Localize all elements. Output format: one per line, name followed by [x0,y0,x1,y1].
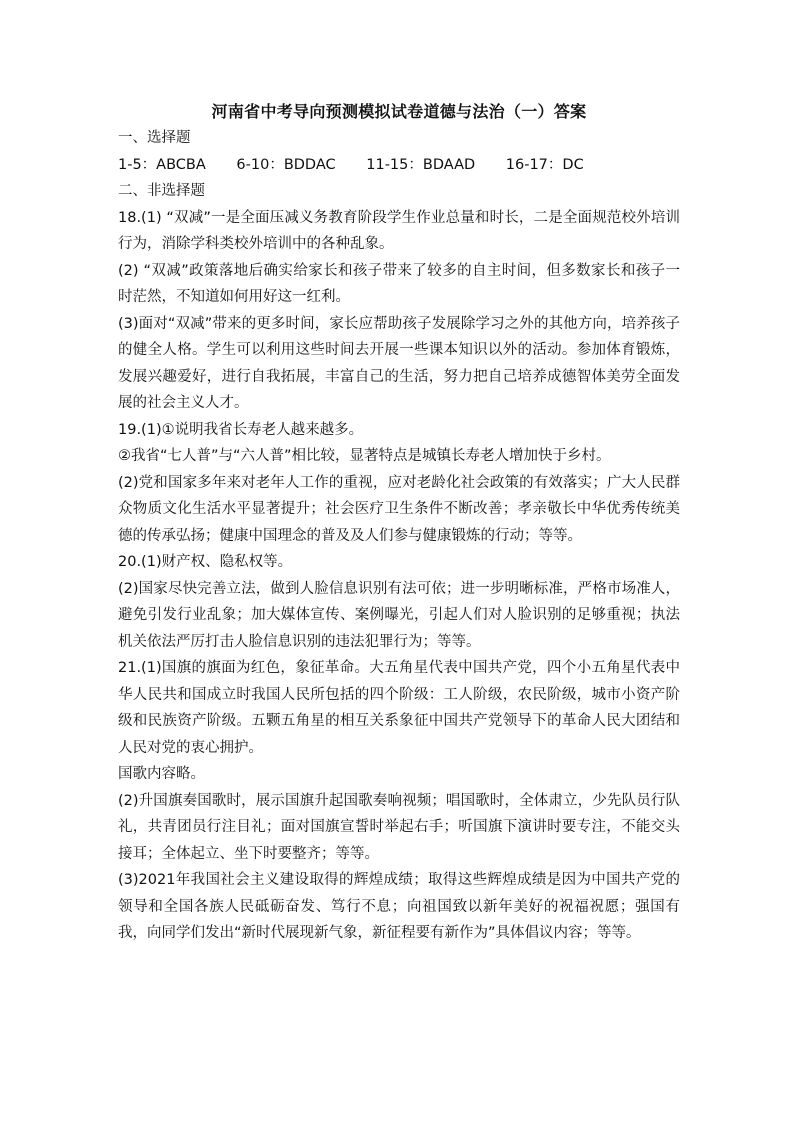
answer-sheet [118,99,680,947]
answer-21-1: 21.(1)国旗的旗面为红色，象征革命。大五角星代表中国共产党，四个小五角星代表中华人民共和国成立时我国人民所包括的四个阶级：工人阶级，农民阶级，城市小资产阶级和民族资产阶级。五颗五角星的相互关系象征中国共产党领导下的革命人民大团结和人民对党的衷心拥护。 [118,660,680,756]
answer-21-2: (2)升国旗奏国歌时，展示国旗升起国歌奏响视频；唱国歌时，全体肃立，少先队员行队礼，共青团员行注目礼；面对国旗宣誓时举起右手；听国旗下演讲时要专注，不能交头接耳；全体起立、坐下时要整齐；等等。 [118,792,680,862]
multiple-choice-answers [118,152,680,179]
answer-20-1: 20.(1)财产权、隐私权等。 [118,554,293,570]
answer-18-3: (3)面对“双减”带来的更多时间，家长应帮助孩子发展除学习之外的其他方向，培养孩子的健全人格。学生可以利用这些时间去开展一些课本知识以外的活动。参加体育锻炼，发展兴趣爱好，进行自我拓展，丰富自己的生活，努力把自己培养成德智体美劳全面发展的社会主义人才。 [118,315,680,411]
section-heading-nonchoice: 二、非选择题 [118,183,205,199]
mc-group-2: 6-10：BDDAC [236,156,336,173]
answer-19-2: (2)党和国家多年来对老年人工作的重视，应对老龄化社会政策的有效落实；广大人民群众物质文化生活水平显著提升；社会医疗卫生条件不断改善；孝亲敬长中华优秀传统美德的传承弘扬；健康中国理念的普及及人们参与健康锻炼的行动；等等。 [118,474,680,544]
answer-20-2: (2)国家尽快完善立法，做到人脸信息识别有法可依；进一步明晰标准，严格市场准人，避免引发行业乱象；加大媒体宣传、案例曝光，引起人们对人脸识别的足够重视；执法机关依法严厉打击人脸信息识别的违法犯罪行为；等等。 [118,580,680,650]
section-heading-choice: 一、选择题 [118,130,191,146]
page-title: 河南省中考导向预测模拟试卷道德与法治（一）答案 [211,102,587,121]
answer-21-3: (3)2021年我国社会主义建设取得的辉煌成绩；取得这些辉煌成绩是因为中国共产党的领导和全国各族人民砥砺奋发、笃行不息；向祖国致以新年美好的祝福祝愿；强国有我，向同学们发出“新时代展现新气象，新征程要有新作为”具体倡议内容；等等。 [118,872,680,941]
mc-group-4: 16-17：DC [505,156,584,173]
answer-19-1b: ②我省“七人普”与“六人普”相比较，显著特点是城镇长寿老人增加快于乡村。 [118,448,611,464]
mc-group-3: 11-15：BDAAD [366,156,476,173]
answer-18-2: (2) “双减”政策落地后确实给家长和孩子带来了较多的自主时间，但多数家长和孩子一时茫然，不知道如何用好这一红利。 [118,262,680,305]
mc-group-1: 1-5：ABCBA [118,156,206,173]
answer-21-1b: 国歌内容略。 [118,766,205,782]
answer-18-1: 18.(1) “双减”一是全面压减义务教育阶段学生作业总量和时长，二是全面规范校外培训行为，消除学科类校外培训中的各种乱象。 [118,209,680,252]
answer-19-1a: 19.(1)①说明我省长寿老人越来越多。 [118,421,364,438]
